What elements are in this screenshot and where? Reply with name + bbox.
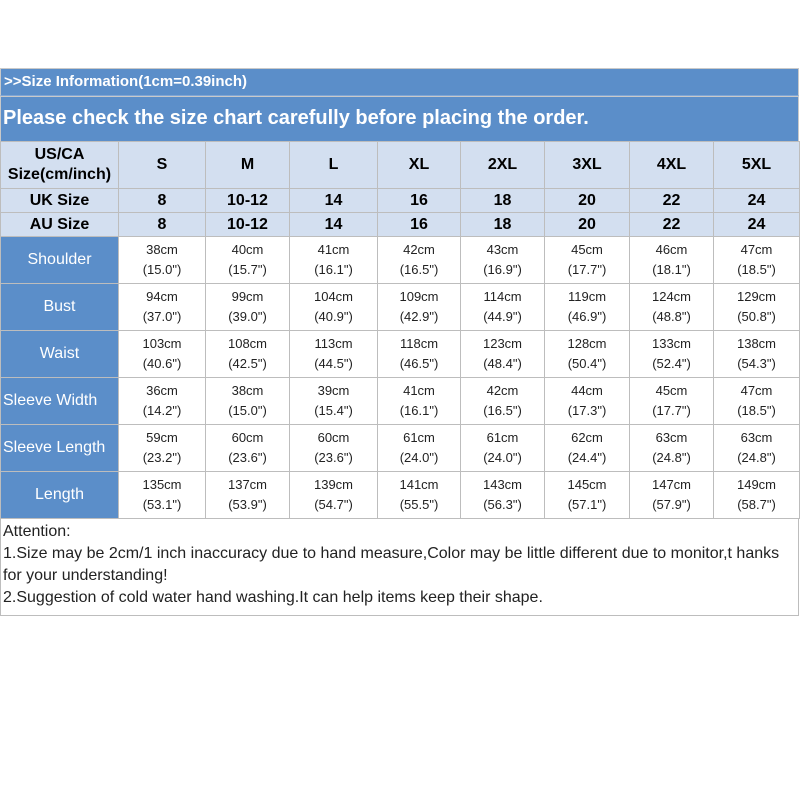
uk-size-cell: 8 — [119, 189, 206, 213]
measurement-cell: 36cm (14.2") — [119, 378, 206, 425]
au-size-cell: 18 — [461, 213, 545, 237]
attention-item-2: 2.Suggestion of cold water hand washing.It can help items keep their shape. — [3, 589, 543, 606]
measurement-cell: 124cm (48.8") — [630, 284, 714, 331]
measurement-cell: 42cm (16.5") — [378, 237, 461, 284]
size-table — [0, 141, 800, 519]
measurement-cell: 40cm (15.7") — [206, 237, 290, 284]
measurement-cell: 59cm (23.2") — [119, 425, 206, 472]
measurement-row-length — [1, 472, 800, 519]
measurement-cell: 135cm (53.1") — [119, 472, 206, 519]
measurement-cell: 113cm (44.5") — [290, 331, 378, 378]
au-size-cell: 8 — [119, 213, 206, 237]
au-size-cell: 22 — [630, 213, 714, 237]
measurement-cell: 129cm (50.8") — [714, 284, 800, 331]
measurement-cell: 61cm (24.0") — [378, 425, 461, 472]
uk-size-cell: 18 — [461, 189, 545, 213]
measurement-cell: 44cm (17.3") — [545, 378, 630, 425]
uk-size-cell: 22 — [630, 189, 714, 213]
size-header: S — [119, 142, 206, 189]
measurement-cell: 109cm (42.9") — [378, 284, 461, 331]
size-header: 5XL — [714, 142, 800, 189]
au-size-cell: 24 — [714, 213, 800, 237]
measurement-cell: 63cm (24.8") — [630, 425, 714, 472]
measurement-cell: 123cm (48.4") — [461, 331, 545, 378]
size-info-banner: >>Size Information(1cm=0.39inch) — [0, 68, 799, 96]
measurement-cell: 63cm (24.8") — [714, 425, 800, 472]
au-size-cell: 14 — [290, 213, 378, 237]
measurement-cell: 61cm (24.0") — [461, 425, 545, 472]
uk-size-row — [1, 189, 800, 213]
measurement-cell: 103cm (40.6") — [119, 331, 206, 378]
size-header: 3XL — [545, 142, 630, 189]
measurement-cell: 43cm (16.9") — [461, 237, 545, 284]
attention-item-1: 1.Size may be 2cm/1 inch inaccuracy due to hand measure,Color may be little different due to monitor,t hanks for your understanding! — [3, 545, 780, 584]
measurement-cell: 143cm (56.3") — [461, 472, 545, 519]
corner-header — [1, 142, 119, 189]
row-label: Waist — [1, 331, 119, 378]
measurement-row-sleeve-length — [1, 425, 800, 472]
measurement-cell: 46cm (18.1") — [630, 237, 714, 284]
measurement-cell: 139cm (54.7") — [290, 472, 378, 519]
measurement-row-sleeve-width — [1, 378, 800, 425]
size-header: L — [290, 142, 378, 189]
row-label: Length — [1, 472, 119, 519]
measurement-cell: 60cm (23.6") — [290, 425, 378, 472]
measurement-cell: 38cm (15.0") — [119, 237, 206, 284]
measurement-cell: 41cm (16.1") — [378, 378, 461, 425]
au-size-cell: 10-12 — [206, 213, 290, 237]
measurement-cell: 41cm (16.1") — [290, 237, 378, 284]
au-size-cell: 20 — [545, 213, 630, 237]
measurement-cell: 99cm (39.0") — [206, 284, 290, 331]
measurement-cell: 137cm (53.9") — [206, 472, 290, 519]
size-header: M — [206, 142, 290, 189]
measurement-cell: 39cm (15.4") — [290, 378, 378, 425]
measurement-cell: 138cm (54.3") — [714, 331, 800, 378]
measurement-cell: 45cm (17.7") — [630, 378, 714, 425]
corner-line-2: Size(cm/inch) — [7, 166, 112, 183]
measurement-cell: 38cm (15.0") — [206, 378, 290, 425]
measurement-row-shoulder — [1, 237, 800, 284]
measurement-cell: 47cm (18.5") — [714, 378, 800, 425]
uk-size-cell: 16 — [378, 189, 461, 213]
measurement-cell: 128cm (50.4") — [545, 331, 630, 378]
row-label: Shoulder — [1, 237, 119, 284]
row-label: Bust — [1, 284, 119, 331]
measurement-cell: 118cm (46.5") — [378, 331, 461, 378]
measurement-cell: 149cm (58.7") — [714, 472, 800, 519]
uk-size-cell: 14 — [290, 189, 378, 213]
size-chart — [0, 68, 799, 616]
size-header: XL — [378, 142, 461, 189]
measurement-cell: 42cm (16.5") — [461, 378, 545, 425]
row-label: Sleeve Width — [1, 378, 119, 425]
size-header: 2XL — [461, 142, 545, 189]
uk-size-cell: 10-12 — [206, 189, 290, 213]
measurement-cell: 119cm (46.9") — [545, 284, 630, 331]
measurement-cell: 45cm (17.7") — [545, 237, 630, 284]
uk-size-label: UK Size — [1, 189, 119, 213]
measurement-cell: 62cm (24.4") — [545, 425, 630, 472]
measurement-cell: 141cm (55.5") — [378, 472, 461, 519]
measurement-cell: 145cm (57.1") — [545, 472, 630, 519]
measurement-row-waist — [1, 331, 800, 378]
us-size-row — [1, 142, 800, 189]
measurement-cell: 104cm (40.9") — [290, 284, 378, 331]
measurement-cell: 94cm (37.0") — [119, 284, 206, 331]
measurement-cell: 108cm (42.5") — [206, 331, 290, 378]
row-label: Sleeve Length — [1, 425, 119, 472]
au-size-label: AU Size — [1, 213, 119, 237]
uk-size-cell: 24 — [714, 189, 800, 213]
corner-line-1: US/CA — [34, 146, 85, 163]
size-header: 4XL — [630, 142, 714, 189]
au-size-cell: 16 — [378, 213, 461, 237]
measurement-cell: 47cm (18.5") — [714, 237, 800, 284]
attention-title: Attention: — [3, 523, 71, 540]
uk-size-cell: 20 — [545, 189, 630, 213]
measurement-cell: 147cm (57.9") — [630, 472, 714, 519]
measurement-cell: 60cm (23.6") — [206, 425, 290, 472]
measurement-row-bust — [1, 284, 800, 331]
measurement-cell: 133cm (52.4") — [630, 331, 714, 378]
size-check-banner: Please check the size chart carefully before placing the order. — [0, 96, 799, 141]
measurement-cell: 114cm (44.9") — [461, 284, 545, 331]
au-size-row — [1, 213, 800, 237]
attention-notes — [0, 519, 799, 616]
